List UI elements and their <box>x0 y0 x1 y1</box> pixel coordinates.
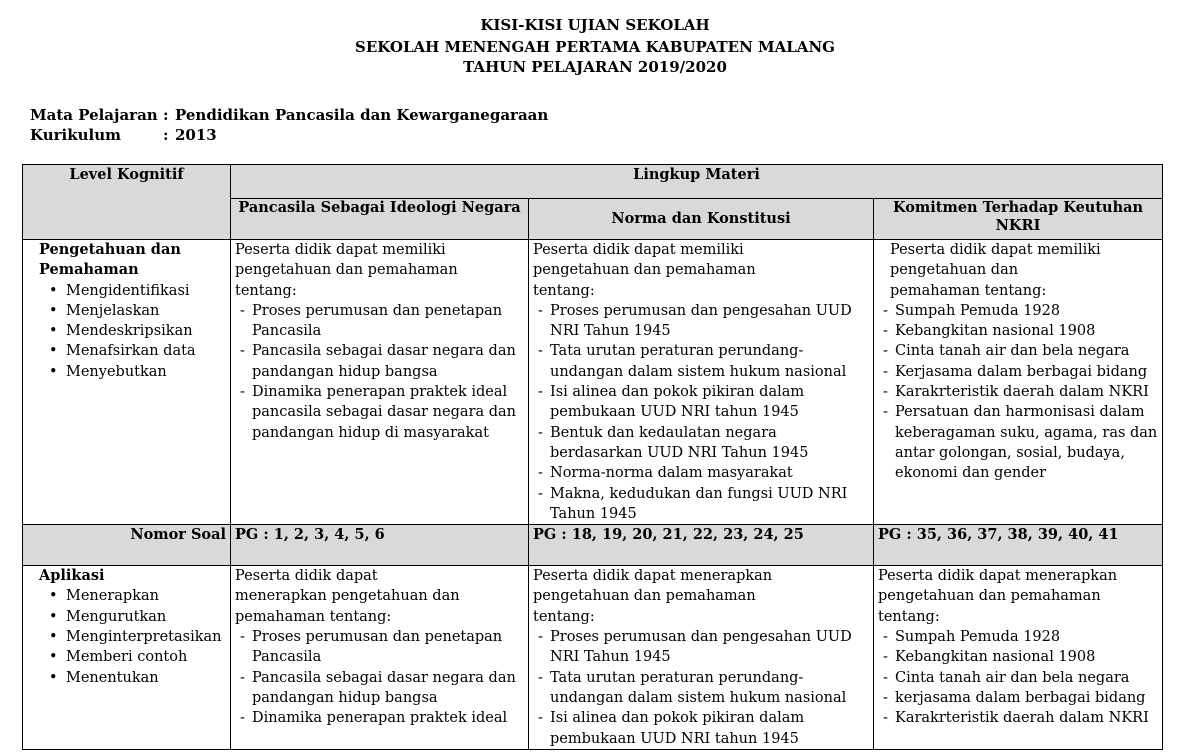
materi-list <box>878 627 1158 728</box>
level-kognitif-header: Level Kognitif <box>23 165 231 240</box>
materi-intro: Peserta didik dapat memiliki pengetahuan dan pemahaman tentang: <box>890 242 1101 299</box>
level-item: • Menyebutkan <box>66 362 226 382</box>
materi-item: - Pancasila sebagai dasar negara dan pandangan hidup bangsa <box>252 341 524 382</box>
materi-item: - kerjasama dalam berbagai bidang <box>895 688 1158 708</box>
meta-colon: : <box>163 126 169 144</box>
materi-item: - Sumpah Pemuda 1928 <box>895 301 1158 321</box>
materi-intro: Peserta didik dapat menerapkan pengetahuan dan pemahaman tentang: <box>235 568 460 625</box>
col-header-komitmen: Komitmen Terhadap Keutuhan NKRI <box>874 199 1163 240</box>
materi-intro: Peserta didik dapat menerapkan pengetahuan dan pemahaman tentang: <box>878 568 1118 625</box>
level-item: • Memberi contoh <box>66 647 226 667</box>
materi-cell <box>231 240 529 525</box>
meta-subject-value: Pendidikan Pancasila dan Kewarganegaraan <box>175 106 549 124</box>
materi-list <box>235 627 524 728</box>
level-item: • Menafsirkan data <box>66 341 226 361</box>
materi-item: - Pancasila sebagai dasar negara dan pandangan hidup bangsa <box>252 668 524 709</box>
materi-item: - Karakrteristik daerah dalam NKRI <box>895 708 1158 728</box>
materi-item: - Sumpah Pemuda 1928 <box>895 627 1158 647</box>
level-title: Pengetahuan dan <box>39 241 181 258</box>
materi-item: - Isi alinea dan pokok pikiran dalam pembukaan UUD NRI tahun 1945 <box>550 382 869 423</box>
col-header-pancasila: Pancasila Sebagai Ideologi Negara <box>231 199 529 240</box>
level-title: Pemahaman <box>39 261 139 279</box>
materi-item: - Makna, kedudukan dan fungsi UUD NRI Tahun 1945 <box>550 484 869 525</box>
materi-item: - Norma-norma dalam masyarakat <box>550 463 869 483</box>
doc-title-line1: KISI-KISI UJIAN SEKOLAH <box>480 16 710 34</box>
materi-item: - Dinamika penerapan praktek ideal <box>252 708 524 728</box>
materi-item: - Proses perumusan dan pengesahan UUD NRI Tahun 1945 <box>550 301 869 342</box>
materi-cell <box>874 566 1163 750</box>
materi-list <box>235 301 524 443</box>
lingkup-materi-header: Lingkup Materi <box>231 165 1163 199</box>
materi-item: - Proses perumusan dan penetapan Pancasila <box>252 301 524 342</box>
materi-item: - Persatuan dan harmonisasi dalam keberagaman suku, agama, ras dan antar golongan, sosial, budaya, ekonomi dan gender <box>895 402 1158 483</box>
materi-list <box>878 301 1158 484</box>
materi-intro: Peserta didik dapat memiliki pengetahuan dan pemahaman tentang: <box>235 242 458 299</box>
doc-title-line3: TAHUN PELAJARAN 2019/2020 <box>463 58 727 76</box>
materi-item: - Kerjasama dalam berbagai bidang <box>895 362 1158 382</box>
meta-colon: : <box>163 106 169 124</box>
kisi-kisi-table <box>22 164 1163 750</box>
materi-cell <box>231 566 529 750</box>
level-cell-aplikasi <box>23 566 231 750</box>
materi-item: - Cinta tanah air dan bela negara <box>895 341 1158 361</box>
meta-curriculum <box>30 125 217 145</box>
materi-item: - Cinta tanah air dan bela negara <box>895 668 1158 688</box>
doc-title-line2: SEKOLAH MENENGAH PERTAMA KABUPATEN MALANG <box>355 38 835 56</box>
materi-intro: Peserta didik dapat menerapkan pengetahuan dan pemahaman tentang: <box>533 568 773 625</box>
materi-item: - Isi alinea dan pokok pikiran dalam pembukaan UUD NRI tahun 1945 <box>550 708 869 749</box>
level-list <box>27 586 226 687</box>
nomor-soal-value: PG : 1, 2, 3, 4, 5, 6 <box>231 525 529 566</box>
materi-item: - Proses perumusan dan penetapan Pancasila <box>252 627 524 668</box>
materi-cell <box>874 240 1163 525</box>
level-cell-pengetahuan <box>23 240 231 525</box>
meta-subject-key: Mata Pelajaran <box>30 106 158 124</box>
materi-cell <box>529 566 874 750</box>
level-item: • Menerapkan <box>66 586 226 606</box>
nomor-soal-value: PG : 18, 19, 20, 21, 22, 23, 24, 25 <box>529 525 874 566</box>
col-header-norma: Norma dan Konstitusi <box>529 199 874 240</box>
materi-item: - Proses perumusan dan pengesahan UUD NRI Tahun 1945 <box>550 627 869 668</box>
nomor-soal-value: PG : 35, 36, 37, 38, 39, 40, 41 <box>874 525 1163 566</box>
meta-curriculum-value: 2013 <box>175 126 217 144</box>
materi-item: - Karakrteristik daerah dalam NKRI <box>895 382 1158 402</box>
level-item: • Menjelaskan <box>66 301 226 321</box>
materi-item: - Bentuk dan kedaulatan negara berdasarkan UUD NRI Tahun 1945 <box>550 423 869 464</box>
materi-item: - Kebangkitan nasional 1908 <box>895 647 1158 667</box>
meta-subject <box>30 105 548 125</box>
level-item: • Menginterpretasikan <box>66 627 226 647</box>
materi-item: - Dinamika penerapan praktek ideal pancasila sebagai dasar negara dan pandangan hidup di masyarakat <box>252 382 524 443</box>
materi-list <box>533 301 869 524</box>
materi-intro: Peserta didik dapat memiliki pengetahuan dan pemahaman tentang: <box>533 242 756 299</box>
materi-item: - Tata urutan peraturan perundang-undangan dalam sistem hukum nasional <box>550 341 869 382</box>
materi-list <box>533 627 869 749</box>
level-title: Aplikasi <box>39 567 105 585</box>
level-item: • Menentukan <box>66 668 226 688</box>
level-item: • Mendeskripsikan <box>66 321 226 341</box>
level-item: • Mengurutkan <box>66 607 226 627</box>
materi-cell <box>529 240 874 525</box>
materi-item: - Kebangkitan nasional 1908 <box>895 321 1158 341</box>
materi-item: - Tata urutan peraturan perundang-undangan dalam sistem hukum nasional <box>550 668 869 709</box>
level-list <box>27 281 226 382</box>
nomor-soal-label: Nomor Soal <box>23 525 231 566</box>
meta-curriculum-key: Kurikulum <box>30 126 121 144</box>
level-item: • Mengidentifikasi <box>66 281 226 301</box>
